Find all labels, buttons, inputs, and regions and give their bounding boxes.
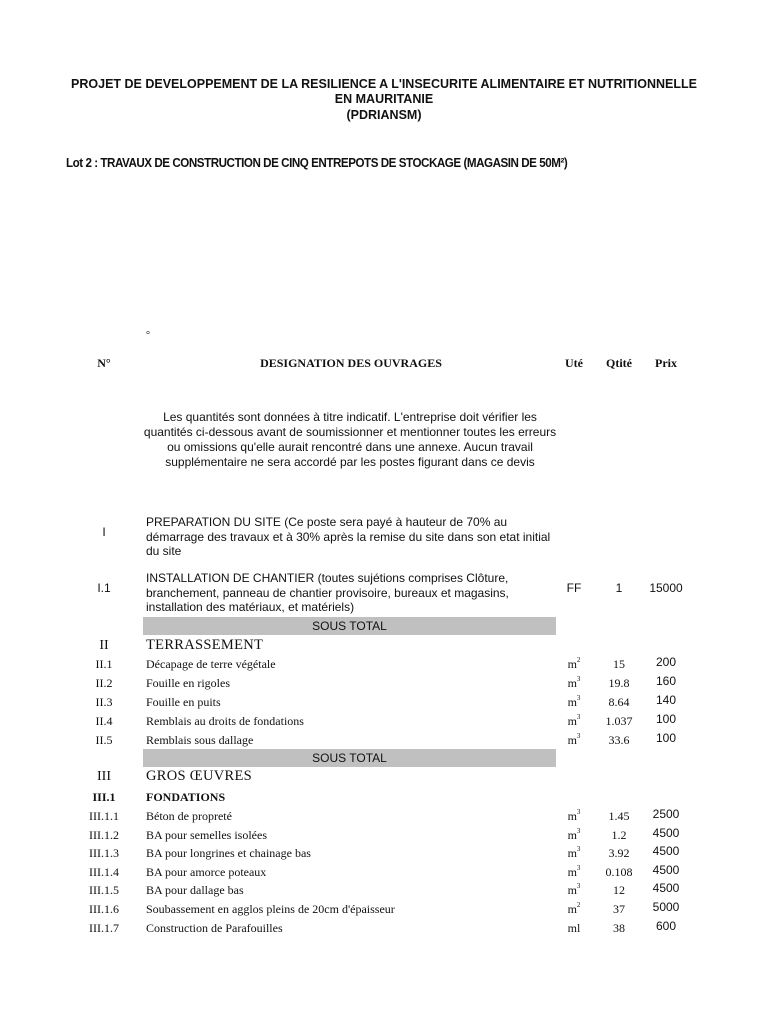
row-ute [556, 695, 592, 710]
row-ute-unit: m [567, 809, 577, 823]
row-qte: 33.6 [608, 733, 630, 747]
row-ute-unit: m [567, 733, 577, 747]
lot-heading: Lot 2 : TRAVAUX DE CONSTRUCTION DE CINQ ENTREPOTS DE STOCKAGE (MAGASIN DE 50M²) [66, 156, 568, 170]
row-ute [556, 809, 592, 824]
row-num: III.1.2 [89, 827, 119, 842]
bullet-mark: ° [146, 330, 150, 341]
row-ute-exponent: 3 [576, 845, 581, 854]
row-ute-exponent: 3 [576, 675, 581, 683]
row-qte: 1.2 [611, 827, 627, 842]
sous-total-2: SOUS TOTAL [143, 749, 556, 767]
row-prix: 4500 [652, 825, 680, 840]
item-num: I.1 [97, 581, 111, 595]
row-prix: 100 [655, 712, 677, 726]
row-qte: 3.92 [608, 846, 630, 861]
row-ute [556, 846, 592, 861]
row-ute-exponent: 3 [576, 808, 581, 816]
col-qte: Qtité [606, 356, 632, 370]
row-prix: 160 [655, 674, 677, 688]
row-prix: 100 [655, 731, 677, 745]
row-desc: BA pour longrines et chainage bas [146, 846, 311, 861]
row-desc: Fouille en rigoles [146, 676, 230, 690]
row-desc: BA pour dallage bas [146, 883, 244, 898]
row-desc: Construction de Parafouilles [146, 920, 283, 935]
row-ute [556, 714, 592, 729]
item-ute: FF [566, 581, 582, 595]
row-num: III.1.1 [89, 809, 119, 823]
doc-title-line1: PROJET DE DEVELOPPEMENT DE LA RESILIENCE A L'INSECURITE ALIMENTAIRE ET NUTRITIONNELLE [71, 77, 697, 91]
doc-title-line2: EN MAURITANIE [334, 92, 434, 106]
row-qte: 1.45 [608, 809, 630, 823]
row-qte: 15 [613, 657, 625, 671]
row-num: II.3 [95, 695, 113, 709]
col-ute: Uté [565, 356, 583, 370]
section3-title: GROS ŒUVRES [146, 768, 253, 784]
row-qte: 1.037 [605, 714, 633, 728]
row-ute [556, 902, 592, 917]
row-ute-unit: m [567, 902, 577, 916]
row-num: III.1.6 [89, 902, 119, 916]
section2-title: TERRASSEMENT [146, 637, 264, 653]
row-ute-exponent: 3 [576, 713, 581, 721]
row-ute-unit: m [567, 657, 577, 671]
item-qte: 1 [615, 581, 623, 595]
subsection-title: FONDATIONS [146, 790, 226, 804]
col-prix: Prix [655, 356, 677, 370]
row-ute-unit: m [567, 864, 577, 879]
section1-num: I [102, 525, 106, 539]
row-qte: 37 [613, 902, 625, 916]
row-ute-unit: m [567, 714, 577, 728]
row-desc: Fouille en puits [146, 695, 221, 709]
indicative-note: Les quantités sont données à titre indicatif. L'entreprise doit vérifier les quantités ci-dessous avant de soumissionner et mentionner toutes les erreurs ou omissions qu'elle aurait rencontré dans une annexe. Aucun travail supplémentaire ne sera accordé par les postes figurant dans ce devis [143, 410, 557, 469]
row-ute-unit: ml [567, 920, 581, 935]
row-desc: BA pour semelles isolées [146, 827, 267, 842]
row-num: II.4 [95, 714, 113, 728]
row-num: II.2 [95, 676, 113, 690]
row-num: III.1.7 [89, 920, 119, 935]
row-ute [556, 865, 592, 880]
row-num: II.1 [95, 657, 113, 671]
row-num: III.1.3 [89, 846, 119, 861]
section2-num: II [99, 638, 109, 653]
row-num: II.5 [95, 733, 113, 747]
row-qte: 19.8 [608, 676, 630, 690]
row-prix: 200 [655, 655, 677, 669]
row-prix: 2500 [652, 807, 680, 821]
row-ute-exponent: 3 [576, 694, 581, 702]
section1-title: PREPARATION DU SITE (Ce poste sera payé à hauteur de 70% au démarrage des travaux et à 30% après la remise du site dans son etat initial du site [146, 515, 551, 558]
row-ute-exponent: 2 [576, 656, 581, 664]
row-num: III.1.5 [89, 883, 119, 898]
row-ute [556, 883, 592, 898]
sous-total-1: SOUS TOTAL [143, 617, 556, 635]
row-prix: 5000 [652, 900, 680, 914]
subsection-num: III.1 [92, 790, 116, 804]
row-desc: BA pour amorce poteaux [146, 864, 267, 879]
row-ute-exponent: 3 [576, 826, 581, 835]
row-desc: Remblais sous dallage [146, 733, 254, 747]
col-num: N° [97, 356, 111, 370]
section3-num: III [97, 769, 111, 784]
row-desc: Béton de propreté [146, 809, 232, 823]
row-qte: 38 [613, 920, 625, 935]
row-desc: Remblais au droits de fondations [146, 714, 304, 728]
row-ute-exponent: 3 [576, 732, 581, 740]
row-desc: Soubassement en agglos pleins de 20cm d'épaisseur [146, 902, 395, 916]
row-ute-exponent: 2 [576, 901, 581, 909]
row-num: III.1.4 [89, 864, 119, 879]
row-qte: 8.64 [608, 695, 630, 709]
row-ute-unit: m [567, 846, 577, 861]
row-ute-unit: m [567, 676, 577, 690]
row-ute [556, 921, 592, 936]
row-prix: 4500 [652, 862, 680, 877]
row-ute-unit: m [567, 827, 577, 842]
row-ute-exponent: 3 [576, 882, 581, 891]
doc-title-line3: (PDRIANSM) [346, 108, 422, 122]
row-ute [556, 676, 592, 691]
row-ute [556, 828, 592, 843]
row-prix: 4500 [652, 844, 680, 859]
col-designation: DESIGNATION DES OUVRAGES [260, 356, 442, 370]
row-prix: 140 [655, 693, 677, 707]
row-desc: Décapage de terre végétale [146, 657, 276, 671]
row-prix: 600 [655, 918, 677, 933]
row-ute-unit: m [567, 695, 577, 709]
row-ute [556, 657, 592, 672]
item-desc: INSTALLATION DE CHANTIER (toutes sujétions comprises Clôture, branchement, panneau de chantier provisoire, bureaux et magasins, installation des matériaux, et matériels) [146, 571, 509, 614]
row-prix: 4500 [652, 881, 680, 896]
row-qte: 12 [613, 883, 625, 898]
row-ute-unit: m [567, 883, 577, 898]
row-ute-exponent: 3 [576, 863, 581, 872]
row-qte: 0.108 [605, 864, 633, 879]
item-prix: 15000 [649, 581, 683, 595]
row-ute [556, 733, 592, 748]
